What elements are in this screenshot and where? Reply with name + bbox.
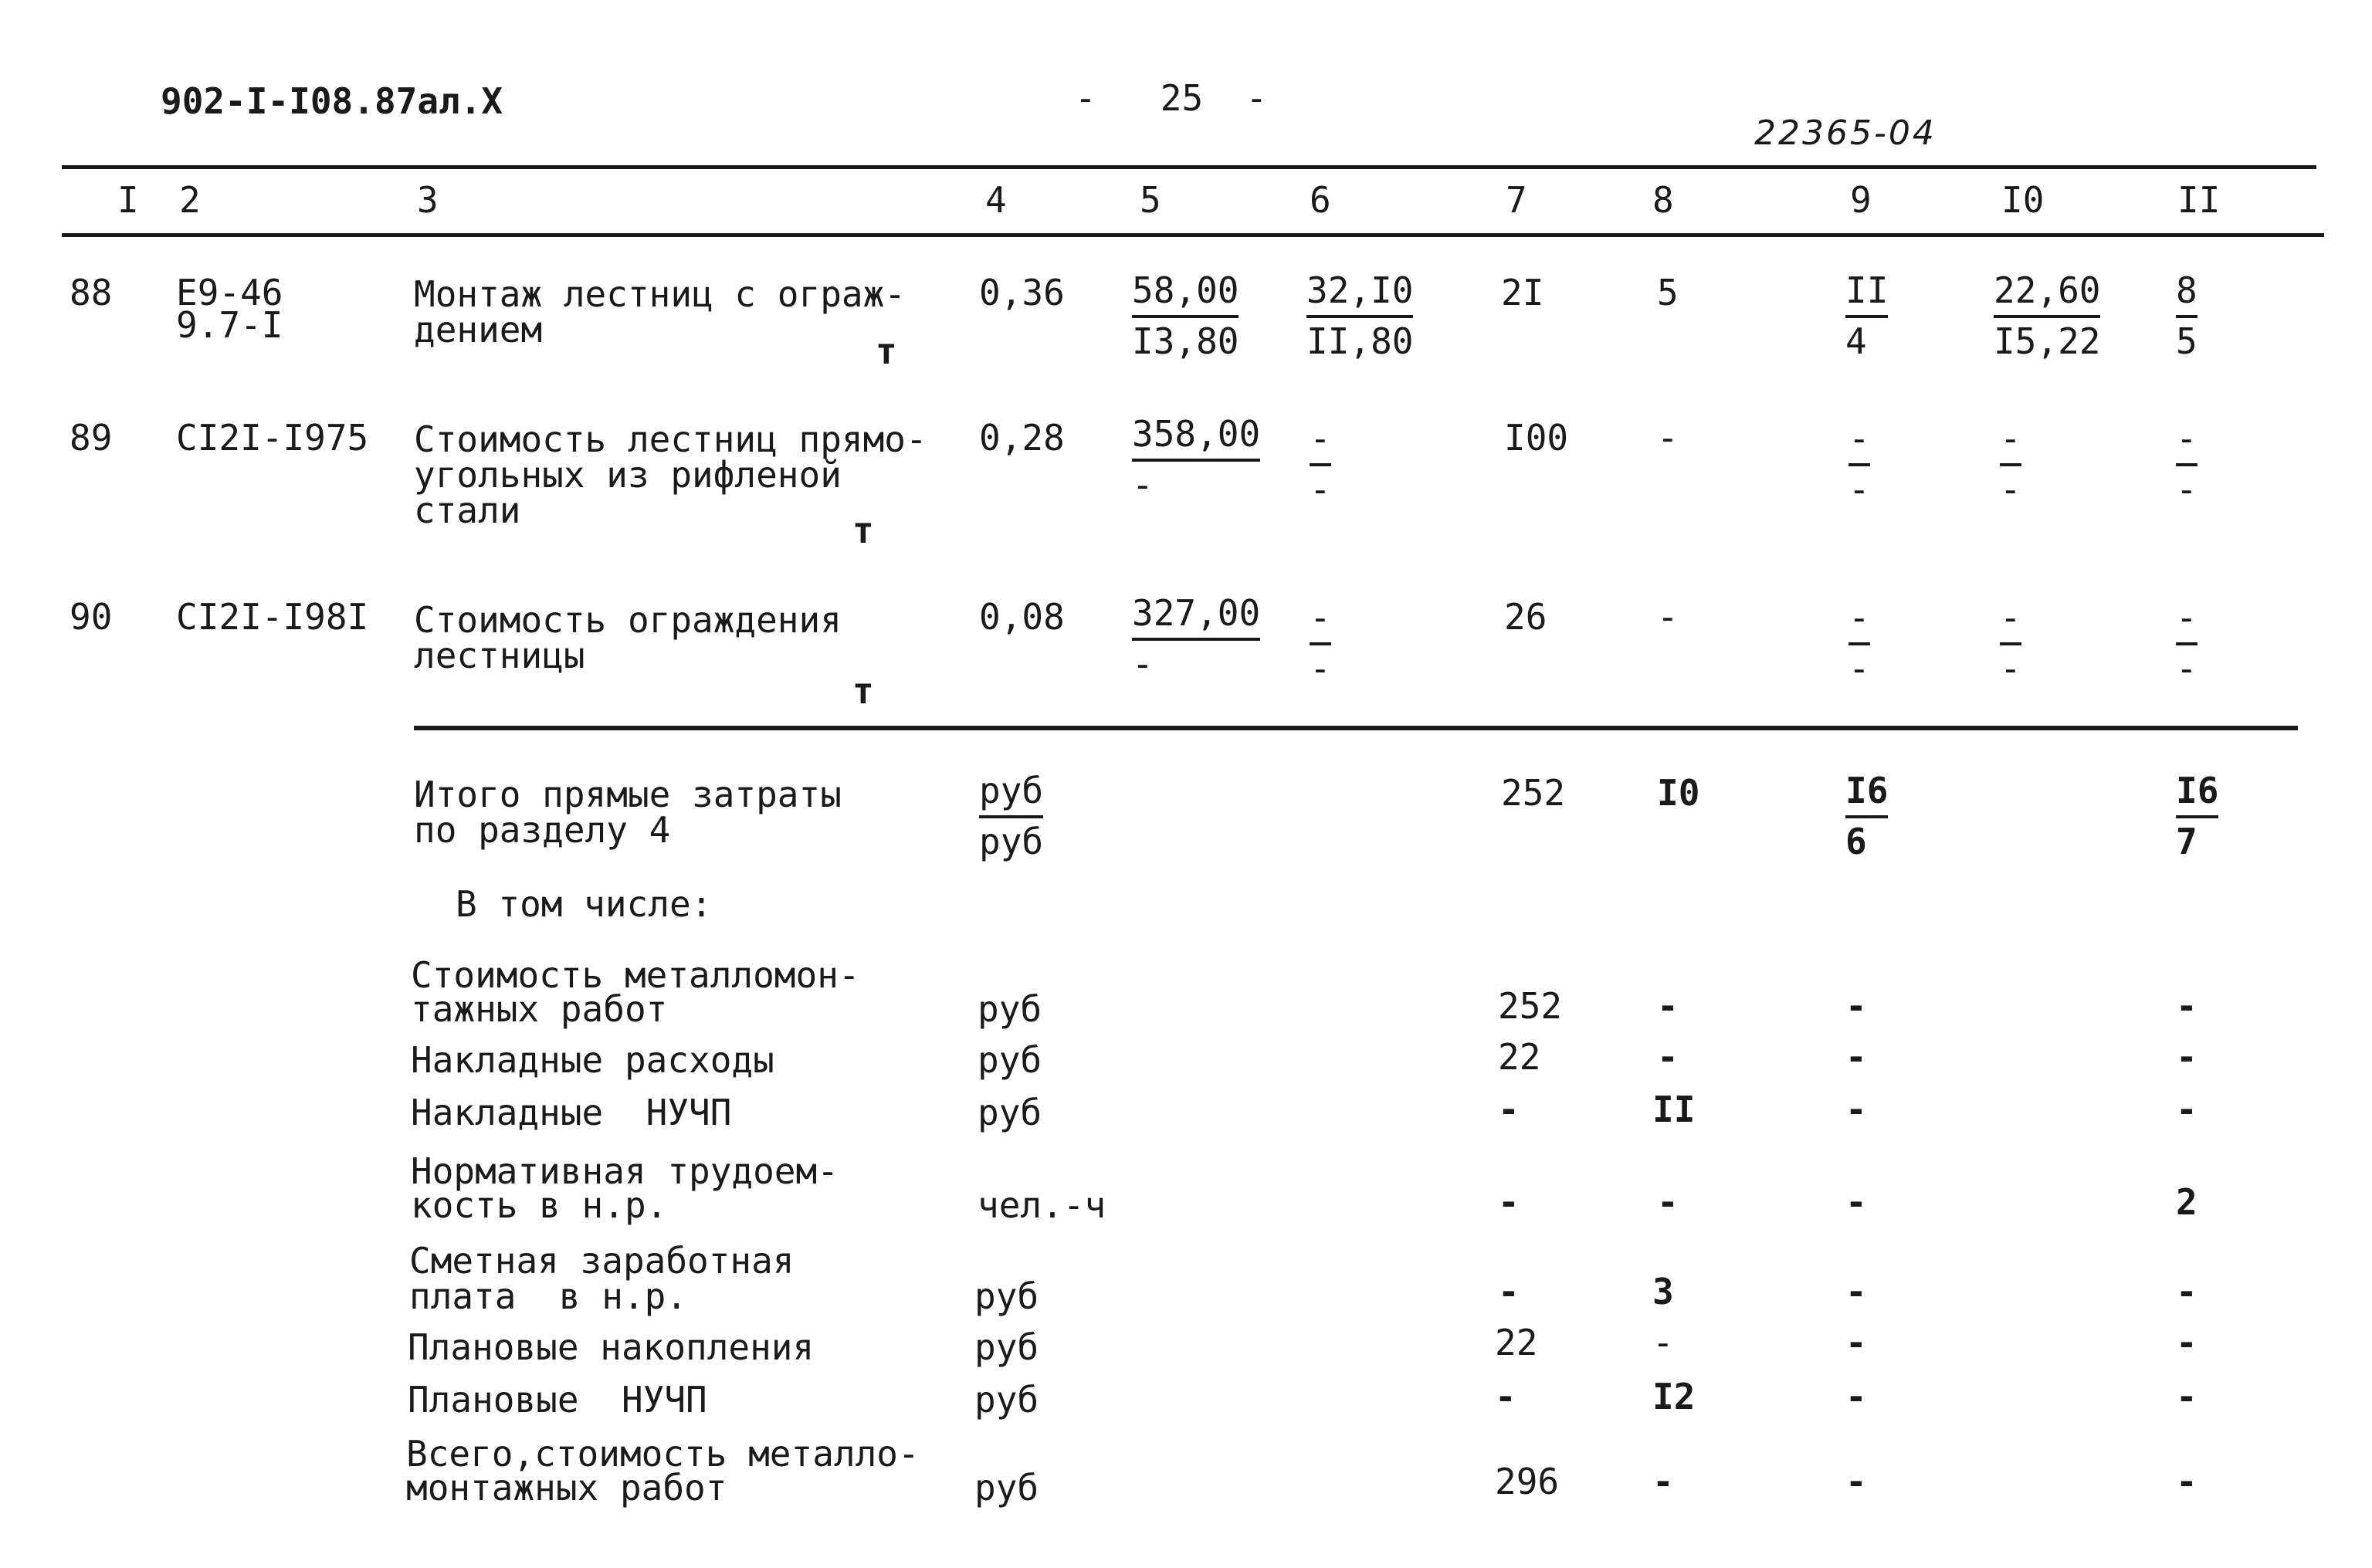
row-unit: т <box>876 330 897 372</box>
breakdown-col7: - <box>1495 1376 1516 1417</box>
breakdown-col7: 252 <box>1498 985 1563 1027</box>
col6-wages: II,80 <box>1306 320 1414 362</box>
col10-wages: - <box>2000 469 2021 510</box>
col5-total: 58,00 <box>1132 272 1239 318</box>
row-col5-fraction <box>1132 592 1261 685</box>
row-col11-fraction <box>2176 599 2197 687</box>
row-col6-fraction <box>1310 599 1331 687</box>
breakdown-label: Накладные расходы <box>411 1039 774 1081</box>
breakdown-unit: руб <box>974 1467 1039 1509</box>
breakdown-label: Стоимость металломон- <box>411 954 860 996</box>
col-header-3: 3 <box>417 179 439 221</box>
col-header-8: 8 <box>1652 179 1674 221</box>
row-number: 89 <box>69 417 113 459</box>
col5-wages: - <box>1132 643 1154 685</box>
totals-col11-bottom: 7 <box>2176 821 2197 862</box>
row-description: Стоимость лестниц прямо- <box>414 418 927 460</box>
totals-col11-top: I6 <box>2176 772 2218 818</box>
row-description: Стоимость ограждения <box>414 599 842 641</box>
col9-wages: 4 <box>1845 320 1867 362</box>
row-quantity: 0,36 <box>979 272 1065 313</box>
breakdown-unit: руб <box>978 1092 1042 1133</box>
row-col9-fraction <box>1845 269 1889 362</box>
breakdown-unit: руб <box>974 1275 1039 1317</box>
breakdown-col8: - <box>1657 1036 1679 1078</box>
header-bottom-rule <box>62 233 2324 237</box>
breakdown-label: Всего,стоимость металло- <box>406 1433 920 1475</box>
row-unit: т <box>852 510 874 551</box>
breakdown-col11: - <box>2176 1036 2197 1078</box>
col11-total: - <box>2176 420 2197 466</box>
header-top-rule <box>62 165 2316 169</box>
breakdown-col8: 3 <box>1652 1271 1674 1312</box>
col5-wages: I3,80 <box>1132 320 1239 362</box>
breakdown-unit: чел.-ч <box>978 1184 1106 1226</box>
row-col7: 26 <box>1504 596 1547 638</box>
breakdown-col9: - <box>1845 985 1867 1027</box>
breakdown-unit: руб <box>978 1039 1042 1081</box>
col9-total: - <box>1848 599 1870 645</box>
breakdown-label: Сметная заработная <box>409 1240 795 1282</box>
row-col6-fraction <box>1306 269 1414 362</box>
breakdown-label-line2: плата в н.р. <box>409 1275 688 1317</box>
breakdown-label: Плановые НУЧП <box>408 1379 707 1421</box>
breakdown-col7: 296 <box>1495 1461 1560 1502</box>
col-header-2: 2 <box>179 179 201 221</box>
col-header-5: 5 <box>1140 179 1161 221</box>
totals-col7: 252 <box>1501 772 1566 814</box>
col6-wages: - <box>1310 648 1331 689</box>
col6-total: - <box>1310 420 1331 466</box>
breakdown-col8: - <box>1657 985 1679 1027</box>
col6-total: 32,I0 <box>1306 272 1413 318</box>
totals-label-line2: по разделу 4 <box>414 809 671 851</box>
row-col9-fraction <box>1848 599 1870 687</box>
totals-unit-top: руб <box>979 772 1043 818</box>
breakdown-col9: - <box>1845 1461 1867 1502</box>
row-col11-fraction <box>2176 269 2197 362</box>
totals-col9-top: I6 <box>1845 772 1888 818</box>
breakdown-label: Нормативная трудоем- <box>411 1150 839 1192</box>
row-number: 90 <box>69 596 113 638</box>
breakdown-col9: - <box>1845 1322 1867 1363</box>
row-col11-fraction <box>2176 420 2197 508</box>
row-col10-fraction <box>2000 420 2021 508</box>
row-col8: - <box>1657 417 1679 459</box>
breakdown-label: Плановые накопления <box>408 1326 815 1368</box>
row-col7: 2I <box>1501 272 1544 313</box>
totals-col9-bottom: 6 <box>1845 821 1867 862</box>
col10-wages: I5,22 <box>1994 320 2101 362</box>
col-header-7: 7 <box>1506 179 1527 221</box>
col9-wages: - <box>1848 648 1870 689</box>
col5-total: 358,00 <box>1132 415 1260 462</box>
breakdown-col7: 22 <box>1498 1036 1541 1078</box>
section-separator-rule <box>414 726 2298 730</box>
row-quantity: 0,28 <box>979 417 1065 459</box>
col10-total: 22,60 <box>1994 272 2100 318</box>
row-description: Монтаж лестниц с ограж- <box>414 273 906 315</box>
breakdown-col9: - <box>1845 1271 1867 1312</box>
breakdown-col8: - <box>1652 1322 1674 1363</box>
row-quantity: 0,08 <box>979 596 1065 638</box>
totals-unit-fraction <box>979 772 1043 860</box>
row-code-line2: 9.7-I <box>176 304 283 346</box>
stamp-number: 22365-04 <box>1754 113 1937 153</box>
breakdown-col7: - <box>1498 1089 1520 1130</box>
row-col7: I00 <box>1504 417 1569 459</box>
row-col5-fraction <box>1132 413 1261 506</box>
breakdown-col11: - <box>2176 1322 2197 1363</box>
breakdown-label: Накладные НУЧП <box>411 1092 732 1133</box>
row-description-line3: стали <box>414 489 521 531</box>
breakdown-unit: руб <box>978 988 1042 1030</box>
row-col10-fraction <box>2000 599 2021 687</box>
breakdown-col7: - <box>1498 1181 1520 1223</box>
totals-col11-fraction <box>2176 772 2218 860</box>
breakdown-col8: II <box>1652 1089 1696 1130</box>
breakdown-label-line2: тажных работ <box>411 988 668 1030</box>
breakdown-col7: 22 <box>1495 1322 1538 1363</box>
breakdown-col8: - <box>1652 1461 1674 1502</box>
col9-total: II <box>1845 272 1888 318</box>
row-col6-fraction <box>1310 420 1331 508</box>
breakdown-col11: 2 <box>2176 1181 2197 1223</box>
row-description-line2: угольных из рифленой <box>414 454 842 496</box>
breakdown-col11: - <box>2176 1461 2197 1502</box>
col-header-9: 9 <box>1850 179 1872 221</box>
col11-wages: 5 <box>2176 320 2197 362</box>
row-description-line2: лестницы <box>414 635 585 676</box>
breakdown-col9: - <box>1845 1036 1867 1078</box>
col10-total: - <box>2000 599 2021 645</box>
breakdown-col11: - <box>2176 1376 2197 1417</box>
col11-total: 8 <box>2176 272 2197 318</box>
col5-total: 327,00 <box>1132 594 1260 641</box>
including-label: В том числе: <box>456 883 713 925</box>
col6-total: - <box>1310 599 1331 645</box>
col9-total: - <box>1848 420 1870 466</box>
col5-wages: - <box>1132 464 1154 506</box>
col9-wages: - <box>1848 469 1870 510</box>
col11-wages: - <box>2176 469 2197 510</box>
breakdown-col11: - <box>2176 985 2197 1027</box>
col-header-4: 4 <box>985 179 1007 221</box>
row-col8: 5 <box>1657 272 1679 313</box>
breakdown-unit: руб <box>974 1326 1039 1368</box>
row-code: СI2I-I975 <box>176 417 369 459</box>
row-col9-fraction <box>1848 420 1870 508</box>
breakdown-col11: - <box>2176 1089 2197 1130</box>
breakdown-col8: - <box>1657 1181 1679 1223</box>
col6-wages: - <box>1310 469 1331 510</box>
row-number: 88 <box>69 272 113 313</box>
breakdown-label-line2: монтажных работ <box>406 1467 727 1509</box>
breakdown-label-line2: кость в н.р. <box>411 1184 668 1226</box>
totals-col8: I0 <box>1657 772 1700 814</box>
row-code: Е9-46 <box>176 272 283 313</box>
breakdown-col9: - <box>1845 1376 1867 1417</box>
row-unit: т <box>852 670 874 712</box>
col-header-10: I0 <box>2001 179 2045 221</box>
totals-unit-bottom: руб <box>979 821 1044 862</box>
breakdown-unit: руб <box>974 1379 1039 1421</box>
breakdown-col9: - <box>1845 1181 1867 1223</box>
breakdown-col11: - <box>2176 1271 2197 1312</box>
col-header-6: 6 <box>1310 179 1331 221</box>
row-code: СI2I-I98I <box>176 596 369 638</box>
totals-col9-fraction <box>1845 772 1888 860</box>
col10-total: - <box>2000 420 2021 466</box>
row-col8: - <box>1657 596 1679 638</box>
breakdown-col9: - <box>1845 1089 1867 1130</box>
page-number: - 25 - <box>1075 77 1268 119</box>
row-col10-fraction <box>1994 269 2101 362</box>
col10-wages: - <box>2000 648 2021 689</box>
row-col5-fraction <box>1132 269 1239 362</box>
breakdown-col7: - <box>1498 1271 1520 1312</box>
document-code: 902-I-I08.87ал.X <box>161 80 503 122</box>
col11-total: - <box>2176 599 2197 645</box>
row-description-line2: дением <box>414 309 543 351</box>
col-header-11: II <box>2177 179 2221 221</box>
col-header-1: I <box>117 179 139 221</box>
breakdown-col8: I2 <box>1652 1376 1696 1417</box>
col11-wages: - <box>2176 648 2197 689</box>
totals-label: Итого прямые затраты <box>414 774 842 815</box>
